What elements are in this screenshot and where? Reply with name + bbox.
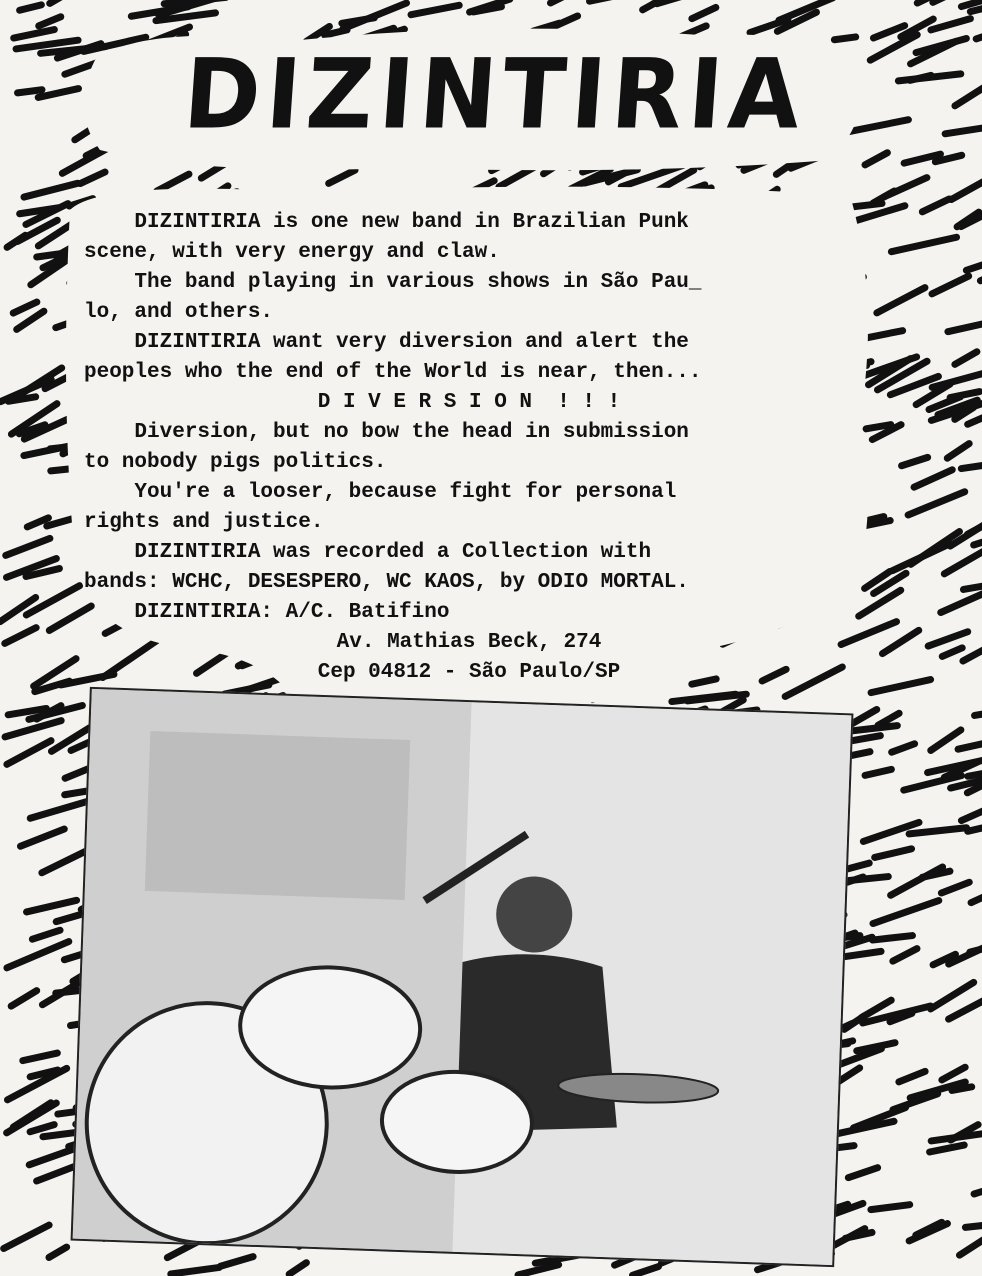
- address-line: Av. Mathias Beck, 274: [336, 631, 602, 654]
- body-line: lo, and others.: [84, 301, 274, 324]
- body-line: DIZINTIRIA is one new band in Brazilian Punk: [84, 211, 689, 234]
- body-line: DIZINTIRIA was recorded a Collection with: [84, 541, 652, 564]
- body-line: scene, with very energy and claw.: [84, 241, 500, 264]
- body-line: bands: WCHC, DESESPERO, WC KAOS, by ODIO MORTAL.: [84, 571, 689, 594]
- body-line: The band playing in various shows in São Pau_: [84, 271, 702, 294]
- body-line: You're a looser, because fight for personal: [84, 481, 677, 504]
- article-body: [84, 208, 854, 688]
- body-line: peoples who the end of the World is near, then...: [84, 361, 702, 384]
- drummer-photo: [71, 687, 854, 1267]
- body-line: to nobody pigs politics.: [84, 451, 387, 474]
- body-line: Diversion, but no bow the head in submission: [84, 421, 689, 444]
- body-line: rights and justice.: [84, 511, 324, 534]
- page-title: DIZINTIRIA: [180, 38, 810, 151]
- diversion-heading: D I V E R S I O N ! ! !: [317, 391, 621, 414]
- postcode-line: Cep 04812 - São Paulo/SP: [317, 661, 621, 684]
- body-line: DIZINTIRIA want very diversion and alert the: [84, 331, 689, 354]
- contact-line: DIZINTIRIA: A/C. Batifino: [84, 601, 450, 624]
